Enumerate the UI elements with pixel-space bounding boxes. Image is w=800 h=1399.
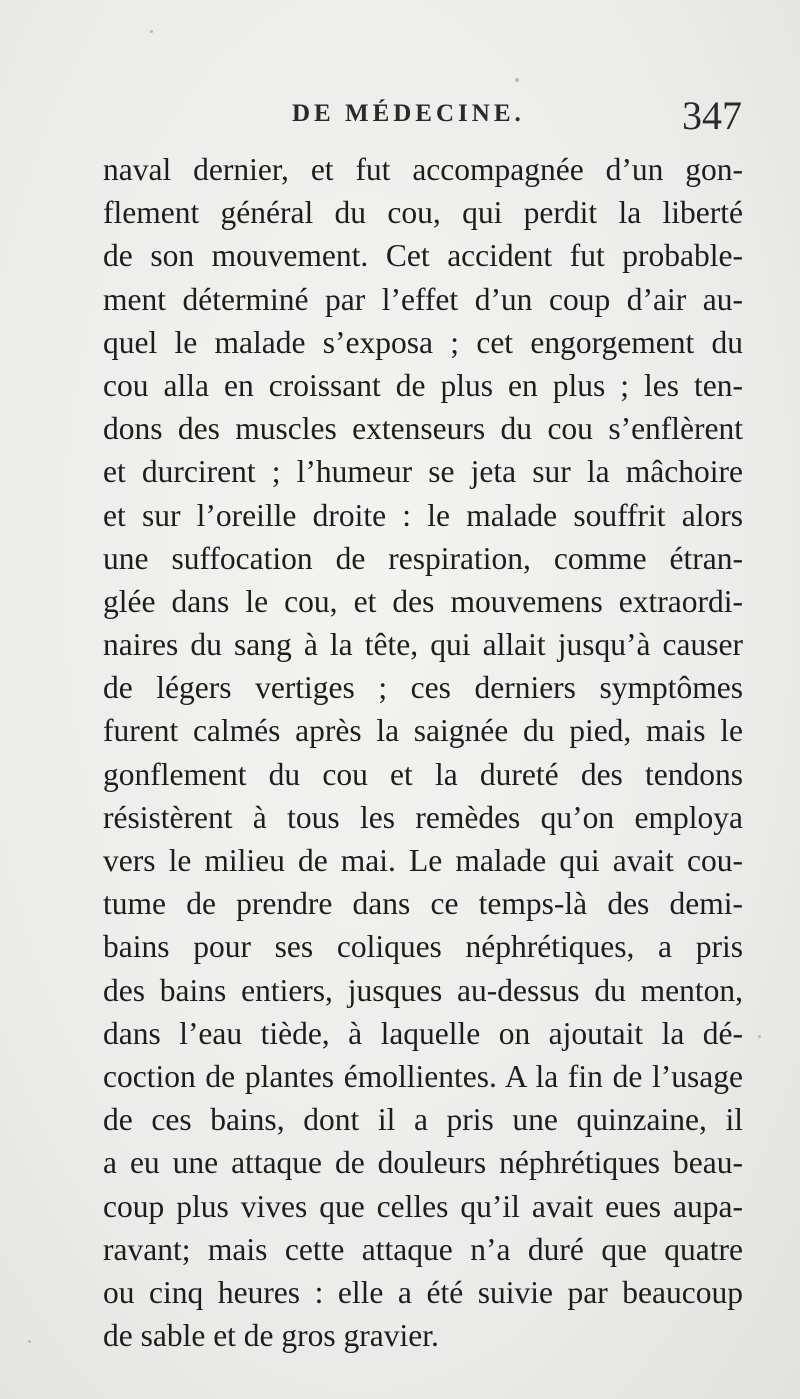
text-line: de légers vertiges ; ces derniers symptômes (103, 670, 743, 706)
paper-speck (758, 1035, 761, 1038)
paper-speck (150, 30, 153, 33)
text-line: bains pour ses coliques néphrétiques, a pris (103, 929, 743, 965)
paper-speck (28, 1340, 31, 1343)
text-line: de son mouvement. Cet accident fut probable- (103, 238, 743, 274)
text-line: flement général du cou, qui perdit la liberté (103, 195, 743, 231)
text-line: a eu une attaque de douleurs néphrétiques beau- (103, 1145, 743, 1181)
text-line: une suffocation de respiration, comme étran- (103, 540, 743, 576)
text-line: dans l’eau tiède, à laquelle on ajoutait la dé- (103, 1015, 743, 1051)
text-line: quel le malade s’exposa ; cet engorgement du (103, 324, 743, 360)
text-line: glée dans le cou, et des mouvemens extraordi- (103, 583, 743, 619)
text-line: coction de plantes émollientes. A la fin de l’usage (103, 1058, 743, 1094)
text-line: cou alla en croissant de plus en plus ; les ten- (103, 367, 743, 403)
paper-speck (515, 78, 519, 82)
text-line: dons des muscles extenseurs du cou s’enflèrent (103, 411, 743, 447)
text-line: vers le milieu de mai. Le malade qui avait cou- (103, 843, 743, 878)
text-line: des bains entiers, jusques au-dessus du menton, (103, 972, 743, 1008)
text-line: ravant; mais cette attaque n’a duré que quatre (103, 1231, 743, 1267)
body-text (103, 148, 743, 1357)
text-line: furent calmés après la saignée du pied, mais le (103, 713, 743, 749)
running-head: DE MÉDECINE. (292, 100, 525, 127)
text-line: ou cinq heures : elle a été suivie par beaucoup (103, 1274, 743, 1310)
text-line: ment déterminé par l’effet d’un coup d’air au- (103, 281, 743, 317)
page-header (0, 92, 800, 142)
text-line: de ces bains, dont il a pris une quinzaine, il (103, 1102, 743, 1138)
text-line: coup plus vives que celles qu’il avait eues aupa- (103, 1188, 743, 1224)
text-line: tume de prendre dans ce temps-là des demi- (103, 886, 743, 922)
text-line: et durcirent ; l’humeur se jeta sur la mâchoire (103, 454, 743, 490)
text-line: résistèrent à tous les remèdes qu’on employa (103, 799, 743, 835)
text-line: et sur l’oreille droite : le malade souffrit alors (103, 497, 743, 533)
page-number: 347 (682, 93, 742, 138)
text-line: naires du sang à la tête, qui allait jusqu’à causer (103, 627, 743, 663)
text-line: gonflement du cou et la dureté des tendons (103, 756, 743, 792)
text-line: naval dernier, et fut accompagnée d’un gon- (103, 152, 743, 187)
text-line: de sable et de gros gravier. (103, 1318, 439, 1354)
